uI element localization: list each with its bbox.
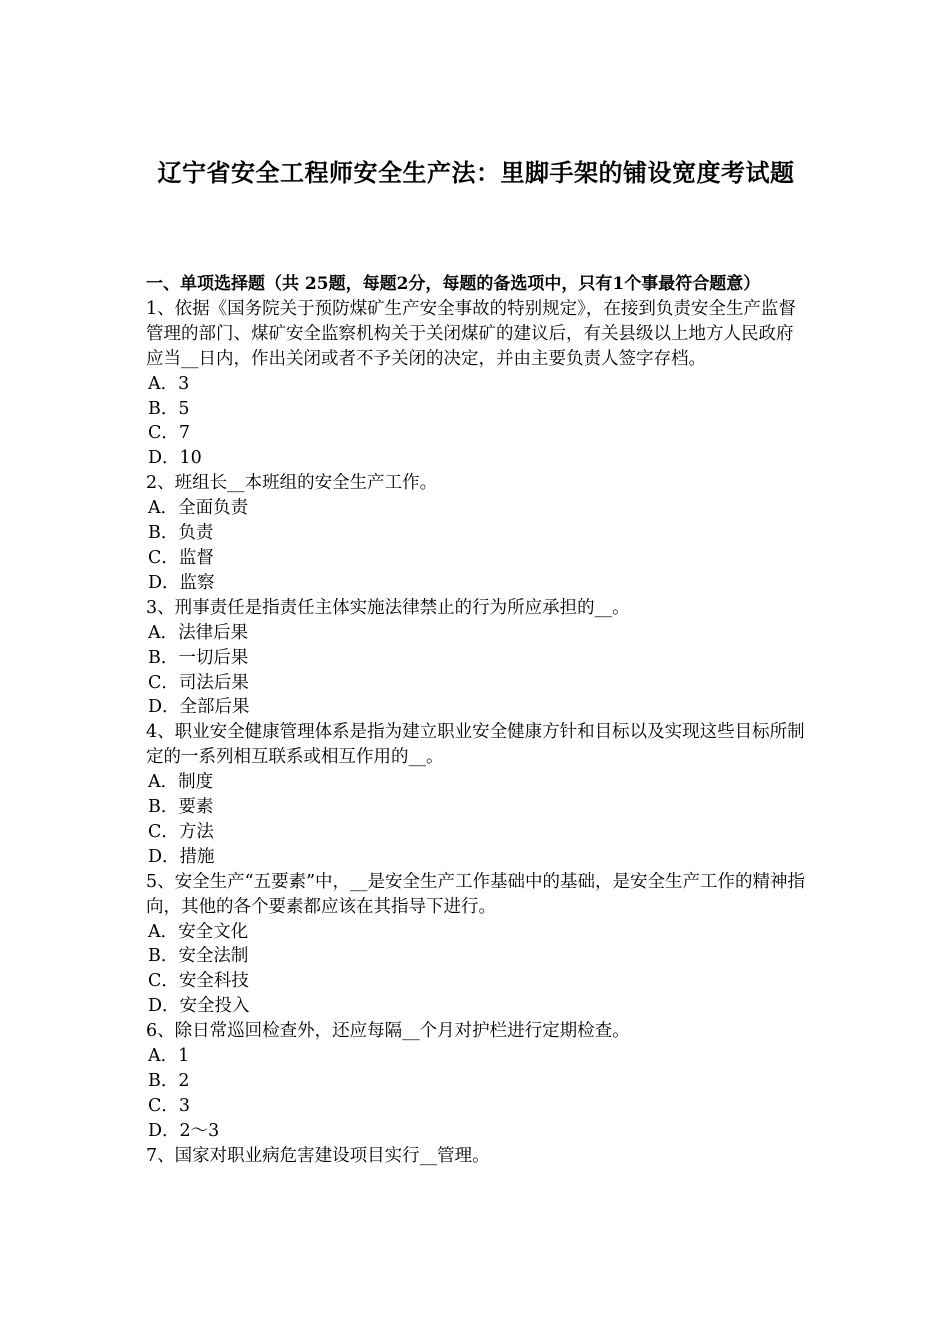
option-a: A．法律后果 bbox=[148, 622, 249, 643]
option-a: A．制度 bbox=[148, 772, 214, 793]
option-c: C．方法 bbox=[148, 821, 214, 842]
option-c: C．司法后果 bbox=[148, 672, 249, 693]
option-d: D．全部后果 bbox=[148, 697, 250, 718]
option-d: D．措施 bbox=[148, 846, 215, 867]
option-a: A．全面负责 bbox=[148, 498, 249, 519]
question-1 bbox=[146, 297, 810, 471]
option-c: C．监督 bbox=[148, 547, 214, 568]
option-b: B．要素 bbox=[148, 797, 214, 818]
document-body bbox=[146, 272, 810, 1169]
option-b: B．2 bbox=[148, 1071, 190, 1091]
option-c: C．3 bbox=[148, 1095, 191, 1116]
option-b: B．负责 bbox=[148, 523, 214, 544]
option-d: D．监察 bbox=[148, 572, 215, 593]
question-text: 2、班组长__本班组的安全生产工作。 bbox=[146, 473, 438, 494]
option-d: D．10 bbox=[148, 448, 202, 469]
question-text: 3、刑事责任是指责任主体实施法律禁止的行为所应承担的__。 bbox=[146, 597, 630, 618]
section-heading: 一、单项选择题（共 25题，每题2分，每题的备选项中，只有1个事最符合题意） bbox=[146, 274, 761, 294]
option-a: A．1 bbox=[148, 1046, 190, 1067]
question-7 bbox=[146, 1144, 810, 1169]
option-d: D．2～3 bbox=[148, 1120, 220, 1141]
option-c: C．安全科技 bbox=[148, 971, 249, 992]
option-a: A．3 bbox=[148, 373, 190, 394]
document-title: 辽宁省安全工程师安全生产法：里脚手架的铺设宽度考试题 bbox=[157, 158, 795, 187]
option-d: D．安全投入 bbox=[148, 996, 250, 1017]
option-c: C．7 bbox=[148, 423, 191, 444]
question-4 bbox=[146, 720, 810, 869]
option-b: B．5 bbox=[148, 398, 190, 419]
question-3 bbox=[146, 596, 810, 721]
question-5 bbox=[146, 870, 810, 1019]
question-2 bbox=[146, 471, 810, 596]
option-a: A．安全文化 bbox=[148, 921, 249, 942]
question-text: 6、除日常巡回检查外，还应每隔__个月对护栏进行定期检查。 bbox=[146, 1021, 630, 1042]
question-6 bbox=[146, 1019, 810, 1144]
question-text: 7、国家对职业病危害建设项目实行__管理。 bbox=[146, 1145, 490, 1166]
question-text: 5、安全生产“五要素”中，__是安全生产工作基础中的基础，是安全生产工作的精神指向，其他的各个要素都应该在其指导下进行。 bbox=[146, 871, 806, 917]
question-text: 1、依据《国务院关于预防煤矿生产安全事故的特别规定》，在接到负责安全生产监督管理的部门、煤矿安全监察机构关于关闭煤矿的建议后，有关县级以上地方人民政府应当__日内，作出关闭或者不予关闭的决定，并由主要负责人签字存档。 bbox=[146, 298, 796, 369]
option-b: B．一切后果 bbox=[148, 647, 249, 668]
question-text: 4、职业安全健康管理体系是指为建立职业安全健康方针和目标以及实现这些目标所制定的一系列相互联系或相互作用的__。 bbox=[146, 722, 805, 768]
option-b: B．安全法制 bbox=[148, 946, 249, 967]
